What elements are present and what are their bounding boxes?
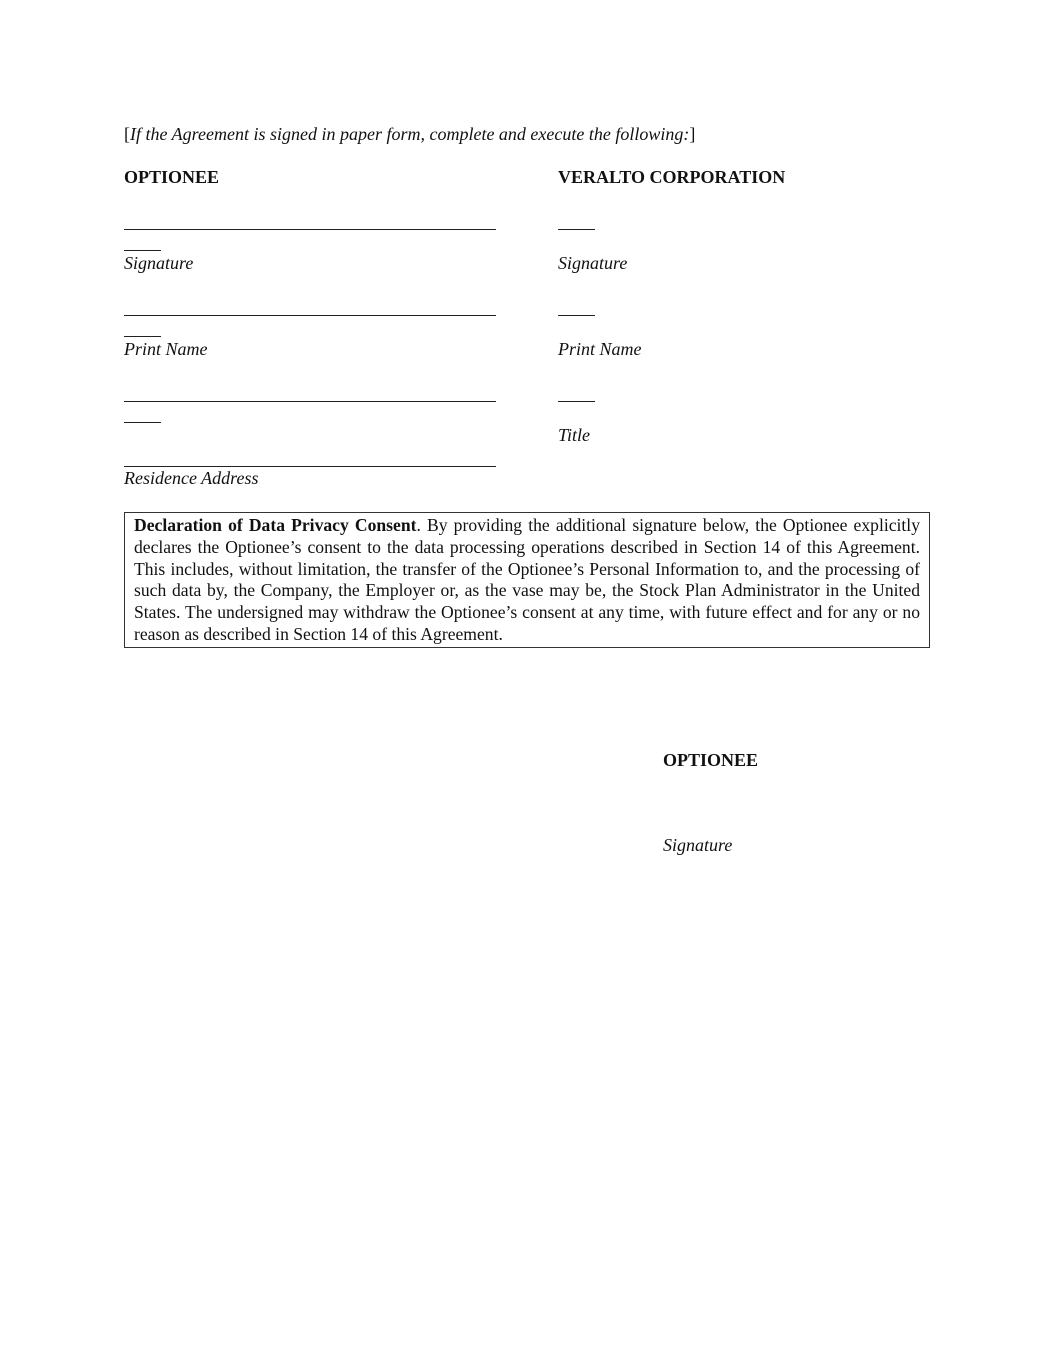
consent-signature-label: Signature [663,835,733,855]
optionee-address-line-2[interactable] [124,466,496,467]
instruction-text: If the Agreement is signed in paper form, complete and execute the following: [130,124,690,144]
optionee-print-name-label: Print Name [124,339,208,359]
company-signature-line[interactable] [558,229,595,230]
optionee-residence-address-label: Residence Address [124,468,259,488]
instruction-close-bracket: ] [689,124,696,144]
signing-instruction [124,124,695,145]
optionee-address-line-1[interactable] [124,401,496,402]
optionee-heading: OPTIONEE [124,167,220,187]
company-heading: VERALTO CORPORATION [558,167,786,187]
consent-optionee-heading: OPTIONEE [663,750,759,770]
consent-body: . By providing the additional signature below, the Optionee explicitly declares the Optionee’s consent to the data processing operations described in Section 14 of this Agreement. This includes, without limitation, the transfer of the Optionee’s Personal Information to, and the processing of such data by, the Company, the Employer or, as the vase may be, the Stock Plan Administrator in the United States. The undersigned may withdraw the Optionee’s consent at any time, with future effect and for any or no reason as described in Section 14 of this Agreement. [134,515,920,644]
optionee-signature-line-continuation [124,250,161,251]
company-title-label: Title [558,425,591,445]
company-title-line[interactable] [558,401,595,402]
consent-title: Declaration of Data Privacy Consent [134,515,417,535]
company-print-name-line[interactable] [558,315,595,316]
data-privacy-consent-box [124,512,930,648]
company-signature-label: Signature [558,253,628,273]
optionee-address-line-continuation [124,422,161,423]
optionee-signature-label: Signature [124,253,194,273]
optionee-print-name-line[interactable] [124,315,496,316]
instruction-open-bracket: [ [124,124,130,144]
optionee-print-name-line-continuation [124,336,161,337]
company-print-name-label: Print Name [558,339,642,359]
optionee-signature-line[interactable] [124,229,496,230]
